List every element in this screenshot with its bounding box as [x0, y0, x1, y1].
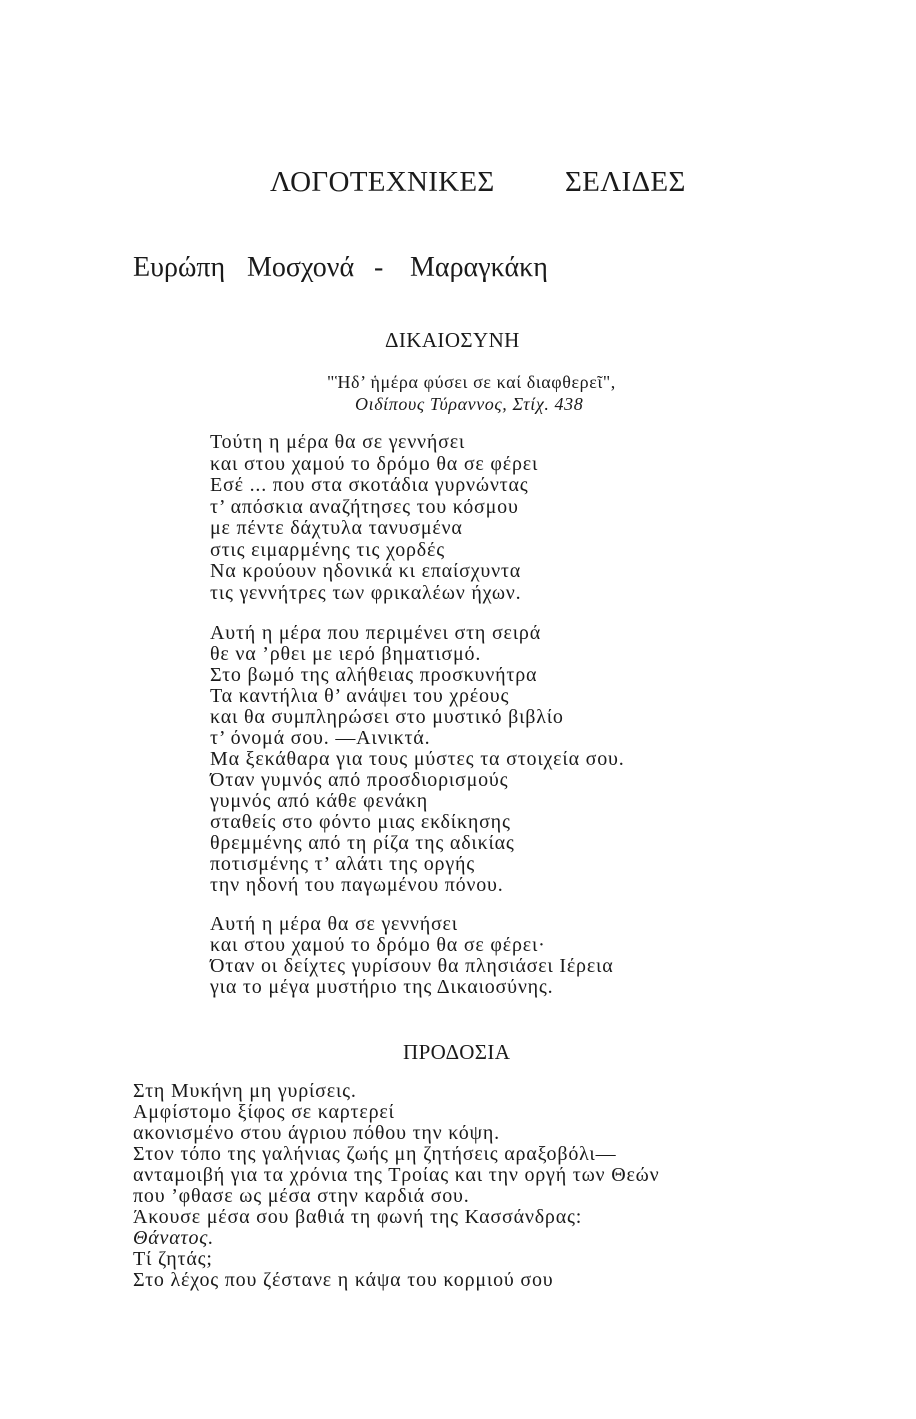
poem1-stanza-2 — [210, 623, 625, 896]
poem-line: Αυτή η μέρα που περιμένει στη σειρά — [210, 622, 541, 644]
poem-line: Στο βωμό της αλήθειας προσκυνήτρα — [210, 664, 538, 686]
poem-line: και στου χαμού το δρόμο θα σε φέρει· — [210, 934, 546, 956]
author-surname-1: Μοσχονά — [247, 252, 355, 283]
poem-line: ποτισμένης τ’ αλάτι της οργής — [210, 853, 475, 875]
author-first-name: Ευρώπη — [133, 252, 226, 283]
poem-line: Όταν γυμνός από προσδιορισμούς — [210, 769, 509, 791]
poem-line: που ’φθασε ως μέσα στην καρδιά σου. — [133, 1185, 470, 1207]
poem-line: ανταμοιβή για τα χρόνια της Τροίας και την οργή των Θεών — [133, 1164, 660, 1186]
section-title-word-1: ΛΟΓΟΤΕΧΝΙΚΕΣ — [270, 166, 495, 198]
poem-line: Στο λέχος που ζέστανε η κάψα του κορμιού σου — [133, 1269, 554, 1291]
poem-title-prodosia: ΠΡΟΔΟΣΙΑ — [403, 1040, 511, 1064]
poem-line: ακονισμένο στου άγριου πόθου την κόψη. — [133, 1122, 500, 1144]
poem-line: με πέντε δάχτυλα τανυσμένα — [210, 517, 463, 539]
author-surname-2: Μαραγκάκη — [410, 252, 548, 283]
poem-line: και θα συμπληρώσει στο μυστικό βιβλίο — [210, 706, 564, 728]
poem-line: Άκουσε μέσα σου βαθιά τη φωνή της Κασσάνδρας: — [133, 1206, 583, 1228]
poem-line: Αμφίστομο ξίφος σε καρτερεί — [133, 1101, 395, 1123]
poem1-stanza-3 — [210, 914, 613, 998]
poem-line: στις ειμαρμένης τις χορδές — [210, 538, 445, 561]
poem-line: τις γεννήτρες των φρικαλέων ήχων. — [210, 581, 522, 604]
poem-line: Μα ξεκάθαρα για τους μύστες τα στοιχεία σου. — [210, 748, 625, 770]
poem-line: θε να ’ρθει με ιερό βηματισμό. — [210, 643, 482, 665]
poem-line: και στου χαμού το δρόμο θα σε φέρει — [210, 452, 539, 475]
section-title-word-2: ΣΕΛΙΔΕΣ — [565, 166, 686, 198]
poem-line: σταθείς στο φόντο μιας εκδίκησης — [210, 811, 511, 833]
poem-line: Εσέ ... που στα σκοτάδια γυρνώντας — [210, 474, 529, 496]
poem-line: Στον τόπο της γαλήνιας ζωής μη ζητήσεις αραξοβόλι— — [133, 1143, 617, 1165]
poem-line: τ’ απόσκια αναζήτησες του κόσμου — [210, 495, 519, 518]
poem-line: τ’ όνομά σου. —Αινικτά. — [210, 727, 431, 749]
poem-line: για το μέγα μυστήριο της Δικαιοσύνης. — [210, 976, 554, 998]
poem-line: Αυτή η μέρα θα σε γεννήσει — [210, 913, 458, 935]
poem-line: Όταν οι δείχτες γυρίσουν θα πλησιάσει Ιέρεια — [210, 955, 614, 977]
author-dash: - — [374, 252, 384, 283]
epigraph-source: Οιδίπους Τύραννος, Στίχ. 438 — [355, 394, 584, 414]
poem2-body — [133, 1081, 659, 1291]
poem-line: γυμνός από κάθε φενάκη — [210, 790, 428, 812]
poem-line: Να κρούουν ηδονικά κι επαίσχυντα — [210, 560, 522, 582]
epigraph-quote: "Ἡδ’ ἡμέρα φύσει σε καί διαφθερεῖ", — [327, 372, 616, 392]
poem-line: Στη Μυκήνη μη γυρίσεις. — [133, 1080, 357, 1102]
poem-title-dikaiosyni: ΔΙΚΑΙΟΣΥΝΗ — [385, 328, 520, 352]
poem-line: Τα καντήλια θ’ ανάψει του χρέους — [210, 685, 510, 707]
poem-line: θρεμμένης από τη ρίζα της αδικίας — [210, 832, 515, 854]
poem-line: Τούτη η μέρα θα σε γεννήσει — [210, 431, 466, 453]
poem1-stanza-1 — [210, 432, 538, 604]
poem-line: την ηδονή του παγωμένου πόνου. — [210, 874, 504, 896]
poem-line: Τί ζητάς; — [133, 1248, 213, 1270]
poem-line-italic: Θάνατος. — [133, 1227, 214, 1249]
